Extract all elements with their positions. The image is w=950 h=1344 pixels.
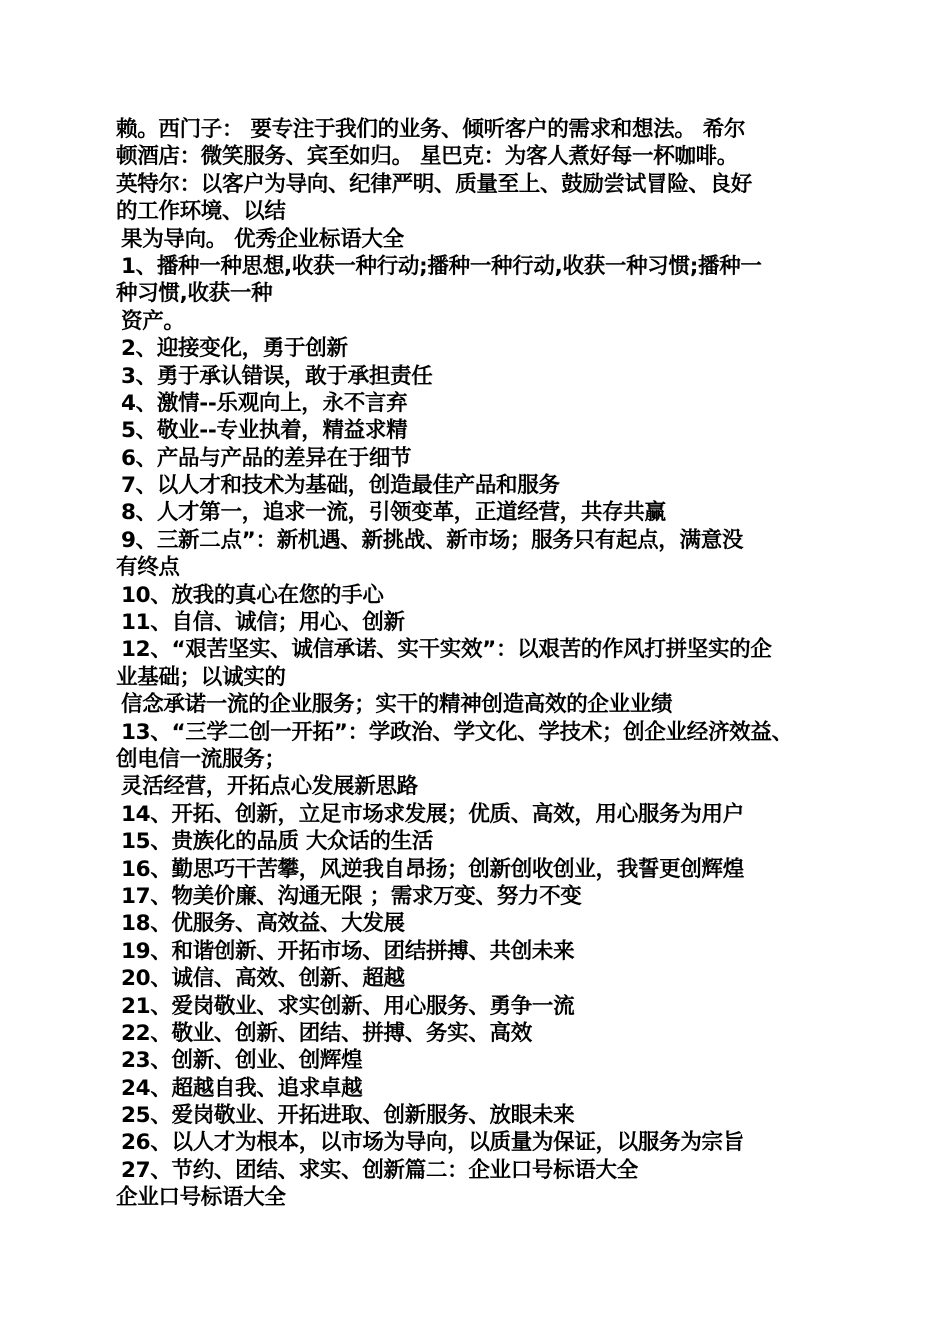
text-line: 26、以人才为根本，以市场为导向，以质量为保证，以服务为宗旨 [121,1130,744,1156]
text-line: 12、“艰苦坚实、诚信承诺、实干实效”：以艰苦的作风打拼坚实的企 [121,637,772,663]
text-line: 种习惯,收获一种 [116,281,273,307]
text-line: 17、物美价廉、沟通无限 ；需求万变、努力不变 [121,883,582,909]
text-line: 有终点 [116,555,180,581]
text-line: 英特尔：以客户为导向、纪律严明、质量至上、鼓励尝试冒险、良好 [116,171,753,197]
text-line: 19、和谐创新、开拓市场、团结拼搏、共创未来 [121,938,575,964]
text-line: 7、以人才和技术为基础，创造最佳产品和服务 [121,473,560,499]
text-line: 18、优服务、高效益、大发展 [121,911,405,937]
text-line: 15、贵族化的品质 大众话的生活 [121,829,434,855]
text-line: 3、勇于承认错误，敢于承担责任 [121,363,433,389]
text-line: 业基础；以诚实的 [116,664,286,690]
text-line: 的工作环境、以结 [116,199,286,225]
text-line: 企业口号标语大全 [116,1185,286,1211]
text-line: 23、创新、创业、创辉煌 [121,1048,363,1074]
text-line: 20、诚信、高效、创新、超越 [121,966,405,992]
document-body [116,116,846,1212]
text-line: 顿酒店：微笑服务、宾至如归。 星巴克：为客人煮好每一杯咖啡。 [116,144,738,170]
text-line: 25、爱岗敬业、开拓进取、创新服务、放眼未来 [121,1103,575,1129]
text-line: 4、激情--乐观向上，永不言弃 [121,390,408,416]
text-line: 27、节约、团结、求实、创新篇二：企业口号标语大全 [121,1157,638,1183]
text-line: 赖。西门子： 要专注于我们的业务、倾听客户的需求和想法。 希尔 [116,117,746,142]
text-line: 8、人才第一，追求一流，引领变革，正道经营，共存共赢 [121,500,666,526]
text-line: 21、爱岗敬业、求实创新、用心服务、勇争一流 [121,993,575,1019]
text-line: 13、“三学二创一开拓”：学政治、学文化、学技术；创企业经济效益、 [121,719,793,745]
text-line: 22、敬业、创新、团结、拼搏、务实、高效 [121,1020,532,1046]
text-line: 6、产品与产品的差异在于细节 [121,445,412,471]
text-line: 创电信一流服务； [116,746,286,772]
text-line: 果为导向。 优秀企业标语大全 [121,226,404,252]
text-line: 灵活经营，开拓点心发展新思路 [121,774,418,800]
text-line: 9、三新二点”：新机遇、新挑战、新市场；服务只有起点，满意没 [121,527,744,553]
text-line: 2、迎接变化，勇于创新 [121,336,348,362]
text-line: 信念承诺一流的企业服务；实干的精神创造高效的企业业绩 [121,692,673,718]
text-line: 14、开拓、创新，立足市场求发展；优质、高效，用心服务为用户 [121,801,744,827]
text-line: 11、自信、诚信；用心、创新 [121,610,405,636]
text-line: 1、播种一种思想,收获一种行动;播种一种行动,收获一种习惯;播种一 [121,253,762,279]
text-line: 资产。 [121,308,185,334]
text-line: 16、勤思巧干苦攀，风逆我自昂扬；创新创收创业，我誓更创辉煌 [121,856,744,882]
text-line: 5、敬业--专业执着，精益求精 [121,418,408,444]
text-line: 24、超越自我、追求卓越 [121,1075,363,1101]
text-line: 10、放我的真心在您的手心 [121,582,384,608]
